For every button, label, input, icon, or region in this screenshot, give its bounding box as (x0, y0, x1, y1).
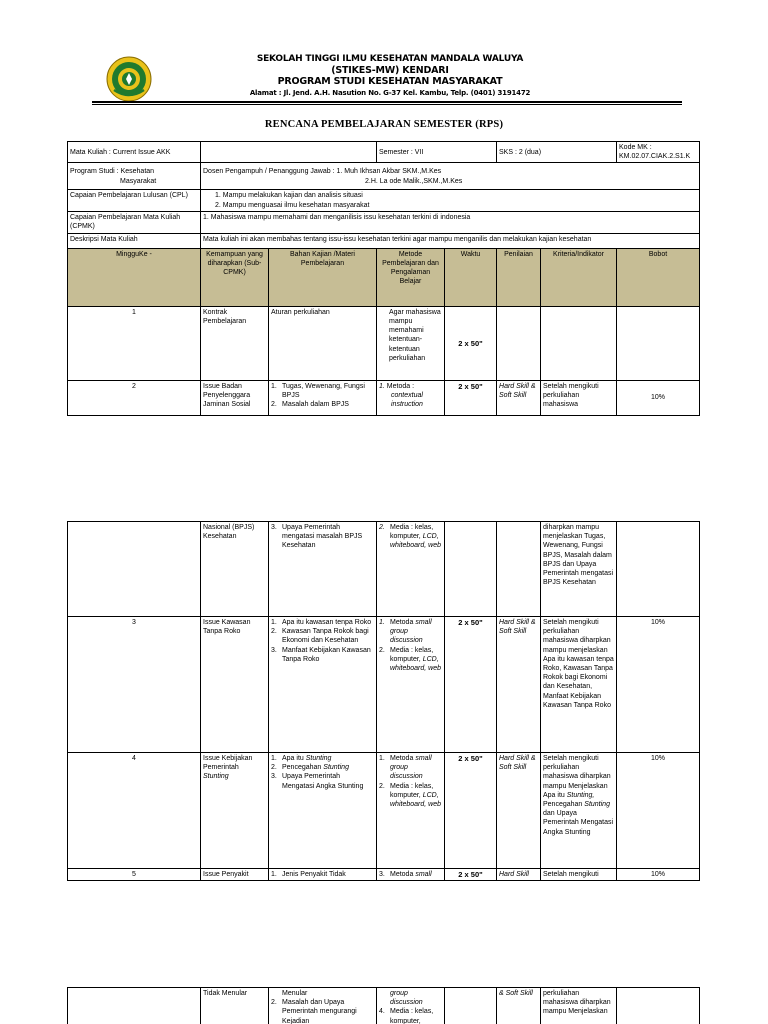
col-header-assessment: Penilaian (497, 248, 541, 306)
material-item: Masalah dan Upaya Pemerintah mengurangi Kejadian (282, 999, 357, 1024)
criteria: perkuliahan mahasiswa diharpkan mampu Menjelaskan (541, 988, 617, 1024)
program-study-line-1: Program Studi : Kesehatan (70, 168, 155, 176)
material: 1. Tugas, Wewenang, Fungsi BPJS 2. Masalah dalam BPJS (269, 380, 377, 415)
assessment (497, 306, 541, 380)
material-item: Menular (282, 990, 308, 997)
material-item: Masalah dalam BPJS (282, 401, 349, 409)
table-row (68, 988, 700, 1024)
week-number: 4 (68, 753, 201, 869)
info-row-course (68, 142, 700, 163)
rps-table-continued (67, 521, 700, 881)
criteria-topic: Stunting, (566, 791, 595, 799)
col-header-week: MingguKe - (68, 248, 201, 306)
method-detail: contextual instruction (391, 392, 423, 409)
method-item: Media : kelas, komputer, (390, 782, 434, 799)
cpl-label: Capaian Pembelajaran Lulusan (CPL) (68, 190, 201, 211)
method-item: Metoda : (386, 382, 415, 390)
method-detail: small (415, 871, 432, 878)
col-header-criteria: Kriteria/Indikator (541, 248, 617, 306)
empty-cell (201, 142, 377, 163)
criteria-text: Pencegahan (543, 801, 583, 809)
criteria (541, 306, 617, 380)
assessment: Hard Skill & Soft Skill (497, 753, 541, 869)
sub-cpmk: Tidak Menular (201, 988, 269, 1024)
time: 2 x 50" (445, 753, 497, 869)
page-2 (0, 518, 768, 898)
credits: SKS : 2 (dua) (497, 142, 617, 163)
description-text: Mata kuliah ini akan membahas tentang issu-issu kesehatan terkini agar mampu menganilis dan melakukan kajian kesehatan (201, 233, 700, 248)
week-number: 2 (68, 380, 201, 415)
table-row (68, 753, 700, 869)
method: 1. Metoda small group discussion 2. Media : kelas, komputer, LCD, whiteboard, web (377, 753, 445, 869)
method-item: Metoda (390, 619, 414, 626)
sub-cpmk: Issue Badan Penyelenggara Jaminan Sosial (201, 380, 269, 415)
weight: 10% (617, 380, 700, 415)
criteria: Setelah mengikuti perkuliahan mahasiswa (541, 380, 617, 415)
material-item: Apa itu kawasan tenpa Roko (282, 619, 372, 626)
letterhead (90, 52, 690, 106)
time: 2 x 50" (445, 380, 497, 415)
assessment: Hard Skill & Soft Skill (497, 380, 541, 415)
time: 2 x 50" (445, 617, 497, 753)
material: Menular 2. Masalah dan Upaya Pemerintah mengurangi Kejadian (269, 988, 377, 1024)
method-detail: LCD, whiteboard, web (390, 655, 441, 673)
material-item: Manfaat Kebijakan Kawasan Tanpa Roko (282, 646, 371, 663)
page-1 (0, 0, 768, 430)
method-item: Metoda (390, 755, 414, 762)
method-detail: small group discussion (390, 755, 432, 781)
weight (617, 306, 700, 380)
material-number: 1. (271, 871, 277, 878)
material-item: Kawasan Tanpa Rokok bagi Ekonomi dan Kesehatan (282, 628, 369, 645)
criteria: diharpkan mampu menjelaskan Tugas, Wewenang, Fungsi BPJS, Masalah dalam BPJS dan Upaya Pemerintah mengatasi BPJS Kesehatan (541, 522, 617, 617)
method-item: Media : kelas, komputer, (390, 1008, 434, 1024)
weight: 10% (617, 753, 700, 869)
sub-cpmk: Issue Penyakit (201, 869, 269, 881)
rps-info-table (67, 141, 700, 416)
material-item: Jenis Penyakit Tidak (282, 871, 346, 878)
document-title: RENCANA PEMBELAJARAN SEMESTER (RPS) (264, 119, 504, 130)
material-item: Upaya Pemerintah Mengatasi Angka Stunting (282, 773, 364, 790)
sub-cpmk-topic: Stunting (203, 773, 229, 781)
cpmk-label: Capaian Pembelajaran Mata Kuliah (CPMK) (68, 211, 201, 233)
method-item: Media : kelas, komputer, (390, 646, 434, 663)
criteria-text: dan Upaya Pemerintah Mengatasi Angka Stunting (543, 810, 614, 836)
letterhead-text (90, 54, 690, 99)
material-topic: Stunting (305, 755, 332, 762)
sub-cpmk: Kontrak Pembelajaran (201, 306, 269, 380)
page-3 (0, 984, 768, 1024)
table-row (68, 617, 700, 753)
semester: Semester : VII (377, 142, 497, 163)
letterhead-divider-thin (92, 104, 682, 105)
time: 2 x 50" (445, 869, 497, 881)
method: Agar mahasiswa mampu memahami ketentuan-ketentuan perkuliahan (377, 306, 445, 380)
cpl-item-1: 1. Mampu melakukan kajian dan analisis situasi (215, 192, 363, 200)
cpl-items (201, 190, 700, 211)
method: 2. Media : kelas, komputer, LCD, whiteboard, web (377, 522, 445, 617)
material (269, 869, 377, 881)
col-header-sub-cpmk: Kemampuan yang diharapkan (Sub-CPMK) (201, 248, 269, 306)
weight: 10% (617, 617, 700, 753)
institution-address: Alamat : Jl. Jend. A.H. Nasution No. G-37 Kel. Kambu, Telp. (0401) 3191472 (249, 89, 531, 97)
method-detail: LCD, whiteboard, web (390, 791, 441, 809)
method (377, 380, 445, 415)
assessment: Hard Skill (497, 869, 541, 881)
institution-city: (STIKES-MW) KENDARI (331, 65, 449, 76)
sub-cpmk: Issue Kawasan Tanpa Roko (201, 617, 269, 753)
table-row (68, 522, 700, 617)
col-header-weight: Bobot (617, 248, 700, 306)
info-row-description (68, 233, 700, 248)
program-name: PROGRAM STUDI KESEHATAN MASYARAKAT (277, 76, 503, 87)
col-header-time: Waktu (445, 248, 497, 306)
week-number (68, 988, 201, 1024)
method: 1. Metoda small group discussion 2. Media : kelas, komputer, LCD, whiteboard, web (377, 617, 445, 753)
info-row-program (68, 163, 700, 190)
program-study-line-2: Masyarakat (120, 177, 157, 185)
lecturer (201, 163, 700, 190)
institution-name: SEKOLAH TINGGI ILMU KESEHATAN MANDALA WALUYA (256, 54, 524, 64)
sub-cpmk (201, 753, 269, 869)
method-detail: small group discussion (390, 619, 432, 645)
method-detail: LCD, whiteboard, web (390, 533, 441, 550)
method: group discussion 4. Media : kelas, komputer, (377, 988, 445, 1024)
criteria-text: Setelah mengikuti perkuliahan mahasiswa diharpkan mampu Menjelaskan Apa itu (543, 755, 611, 799)
time (445, 522, 497, 617)
cpl-item-2: 2. Mampu menguasai ilmu kesehatan masyarakat (215, 201, 370, 209)
criteria-topic: Stunting (584, 801, 610, 809)
info-row-cpl (68, 190, 700, 211)
program-study (68, 163, 201, 190)
method-number: 3. (379, 871, 385, 878)
method-item: Metoda (390, 871, 414, 878)
method (377, 869, 445, 881)
table-row (68, 380, 700, 415)
material: Aturan perkuliahan (269, 306, 377, 380)
description-label: Deskripsi Mata Kuliah (68, 233, 201, 248)
sub-cpmk-text: Issue Kebijakan Pemerintah (203, 755, 253, 772)
method-number: 1. (379, 382, 385, 390)
table-row (68, 306, 700, 380)
material: 3. Upaya Pemerintah mengatasi masalah BPJS Kesehatan (269, 522, 377, 617)
method-detail: group discussion (390, 990, 423, 1007)
criteria: Setelah mengikuti (541, 869, 617, 881)
material: 1. Apa itu Stunting 2. Pencegahan Stunting 3. Upaya Pemerintah Mengatasi Angka Stunting (269, 753, 377, 869)
week-number: 1 (68, 306, 201, 380)
week-number (68, 522, 201, 617)
assessment: & Soft Skill (497, 988, 541, 1024)
cpmk-item-1: 1. Mahasiswa mampu memahami dan menganilisis issu kesehatan terkini di indonesia (201, 211, 700, 233)
course-name: Mata Kuliah : Current Issue AKK (68, 142, 201, 163)
weight (617, 988, 700, 1024)
material-item: Pencegahan (282, 764, 322, 772)
lecturer-line-1: Dosen Pengampuh / Penanggung Jawab : 1. Muh Ikhsan Akbar SKM.,M.Kes (203, 168, 442, 176)
week-number: 3 (68, 617, 201, 753)
material-topic: Stunting (323, 764, 349, 772)
week-number: 5 (68, 869, 201, 881)
assessment (497, 522, 541, 617)
lecturer-line-2: 2.H. La ode Malik.,SKM.,M.Kes (365, 177, 463, 185)
weight: 10% (617, 869, 700, 881)
time: 2 x 50" (445, 306, 497, 380)
time (445, 988, 497, 1024)
method-item: Media : kelas, komputer, (390, 524, 434, 541)
course-code: Kode MK : KM.02.07.CIAK.2.S1.K (617, 142, 700, 163)
criteria (541, 753, 617, 869)
material-item: Apa itu (282, 755, 304, 762)
rps-table-continued (67, 987, 700, 1024)
col-header-method: Metode Pembelajaran dan Pengalaman Belajar (377, 248, 445, 306)
table-row (68, 869, 700, 881)
material: 1. Apa itu kawasan tenpa Roko 2. Kawasan Tanpa Rokok bagi Ekonomi dan Kesehatan 3. Manfaat Kebijakan Kawasan Tanpa Roko (269, 617, 377, 753)
info-row-cpmk (68, 211, 700, 233)
sub-cpmk: Nasional (BPJS) Kesehatan (201, 522, 269, 617)
table-header-row (68, 248, 700, 306)
letterhead-divider (92, 101, 682, 103)
material-item: Upaya Pemerintah mengatasi masalah BPJS Kesehatan (282, 524, 363, 550)
weight (617, 522, 700, 617)
material-item: Tugas, Wewenang, Fungsi BPJS (282, 382, 365, 400)
criteria: Setelah mengikuti perkuliahan mahasiswa diharpkan mampu menjelaskan Apa itu kawasan tenpa Roko, Kawasan Tanpa Rokok bagi Ekonomi dan Kesehatan, Manfaat Kebijakan Kawasan Tanpa Roko (541, 617, 617, 753)
assessment: Hard Skill & Soft Skill (497, 617, 541, 753)
col-header-material: Bahan Kajian /Materi Pembelajaran (269, 248, 377, 306)
